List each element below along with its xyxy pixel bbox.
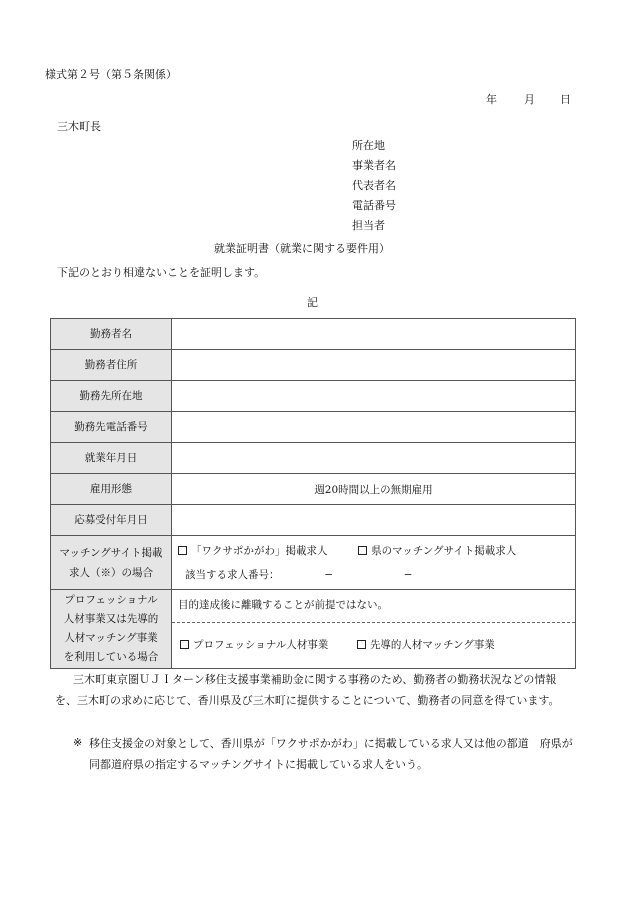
professional-label-line4: を利用している場合: [63, 651, 159, 663]
worker-name-field[interactable]: [172, 319, 576, 350]
checkbox-icon[interactable]: [357, 640, 366, 649]
professional-label-line3: 人材マッチング事業: [64, 632, 158, 644]
checkbox-icon[interactable]: [358, 546, 367, 555]
professional-option[interactable]: [180, 639, 328, 651]
applicant-field-phone: 電話番号: [352, 199, 396, 212]
professional-statement: 目的達成後に離職することが前提ではない。: [178, 599, 388, 611]
form-number: 様式第２号（第５条関係）: [45, 68, 177, 81]
table-row: [51, 381, 576, 412]
workplace-phone-field[interactable]: [172, 412, 576, 443]
employment-date-field[interactable]: [172, 443, 576, 474]
table-row: [51, 350, 576, 381]
employment-type-value: 週20時間以上の無期雇用: [172, 474, 576, 505]
employment-date-label: 就業年月日: [51, 443, 172, 474]
matching-site-label-line2: 求人（※）の場合: [69, 566, 153, 579]
consent-paragraph: 三木町東京圏ＵＪＩターン移住支援事業補助金に関する事務のため、勤務者の勤務状況などの情報を、三木町の求めに応じて、香川県及び三木町に提供することについて、勤務者の同意を得ています。: [55, 673, 560, 707]
workplace-address-label: 勤務先所在地: [51, 381, 172, 412]
table-row: [51, 474, 576, 505]
job-number-dash-2: −: [403, 568, 413, 581]
professional-label: [51, 590, 172, 669]
applicant-field-business-name: 事業者名: [352, 159, 396, 172]
wakusapo-option[interactable]: [178, 545, 328, 557]
job-number-dash-1: −: [324, 568, 333, 581]
employment-type-label: 雇用形態: [51, 474, 172, 505]
professional-label-line2: 人材事業又は先導的: [63, 613, 159, 625]
workplace-phone-label: 勤務先電話番号: [51, 412, 172, 443]
checkbox-icon[interactable]: [178, 546, 187, 555]
worker-name-label: 勤務者名: [51, 319, 172, 350]
document-title: 就業証明書（就業に関する要件用）: [214, 242, 390, 255]
table-row: [51, 590, 576, 669]
table-row: [51, 319, 576, 350]
applicant-field-representative: 代表者名: [352, 179, 396, 192]
checkbox-icon[interactable]: [180, 640, 189, 649]
date-day-label: 日: [560, 93, 571, 106]
worker-address-label: 勤務者住所: [51, 350, 172, 381]
prefecture-site-option-label: 県のマッチングサイト掲載求人: [371, 544, 517, 557]
table-row: [51, 443, 576, 474]
note-mark: ※: [73, 736, 83, 749]
date-month-label: 月: [524, 93, 535, 106]
matching-site-label: [51, 536, 172, 590]
matching-site-label-line1: マッチングサイト掲載: [59, 546, 163, 559]
application-date-field[interactable]: [172, 505, 576, 536]
pioneering-matching-option-label: 先導的人材マッチング事業: [369, 639, 495, 651]
worker-address-field[interactable]: [172, 350, 576, 381]
pioneering-matching-option[interactable]: [357, 639, 495, 651]
addressee: 三木町長: [57, 120, 101, 133]
professional-options: [172, 590, 576, 669]
workplace-address-field[interactable]: [172, 381, 576, 412]
table-row: [51, 536, 576, 590]
wakusapo-option-label: 「ワクサポかがわ」掲載求人: [191, 544, 328, 557]
ki-heading: 記: [307, 296, 318, 309]
professional-label-line1: プロフェッショナル: [64, 594, 158, 606]
matching-site-options: [172, 536, 576, 590]
job-number-label: 該当する求人番号：: [185, 568, 280, 581]
note-text: 移住支援金の対象として、香川県が「ワクサポかがわ」に掲載している求人又は他の都道 府県が同都道府県の指定するマッチングサイトに掲載している求人をいう。: [89, 737, 573, 771]
table-row: [51, 505, 576, 536]
certificate-table: [50, 318, 576, 669]
table-row: [51, 412, 576, 443]
applicant-field-contact-person: 担当者: [352, 219, 385, 232]
prefecture-site-option[interactable]: [358, 545, 516, 557]
applicant-field-address: 所在地: [352, 139, 385, 152]
document-intro: 下記のとおり相違ないことを証明します。: [57, 266, 266, 279]
professional-option-label: プロフェッショナル人材事業: [193, 639, 329, 651]
application-date-label: 応募受付年月日: [51, 505, 172, 536]
date-year-label: 年: [486, 93, 497, 106]
